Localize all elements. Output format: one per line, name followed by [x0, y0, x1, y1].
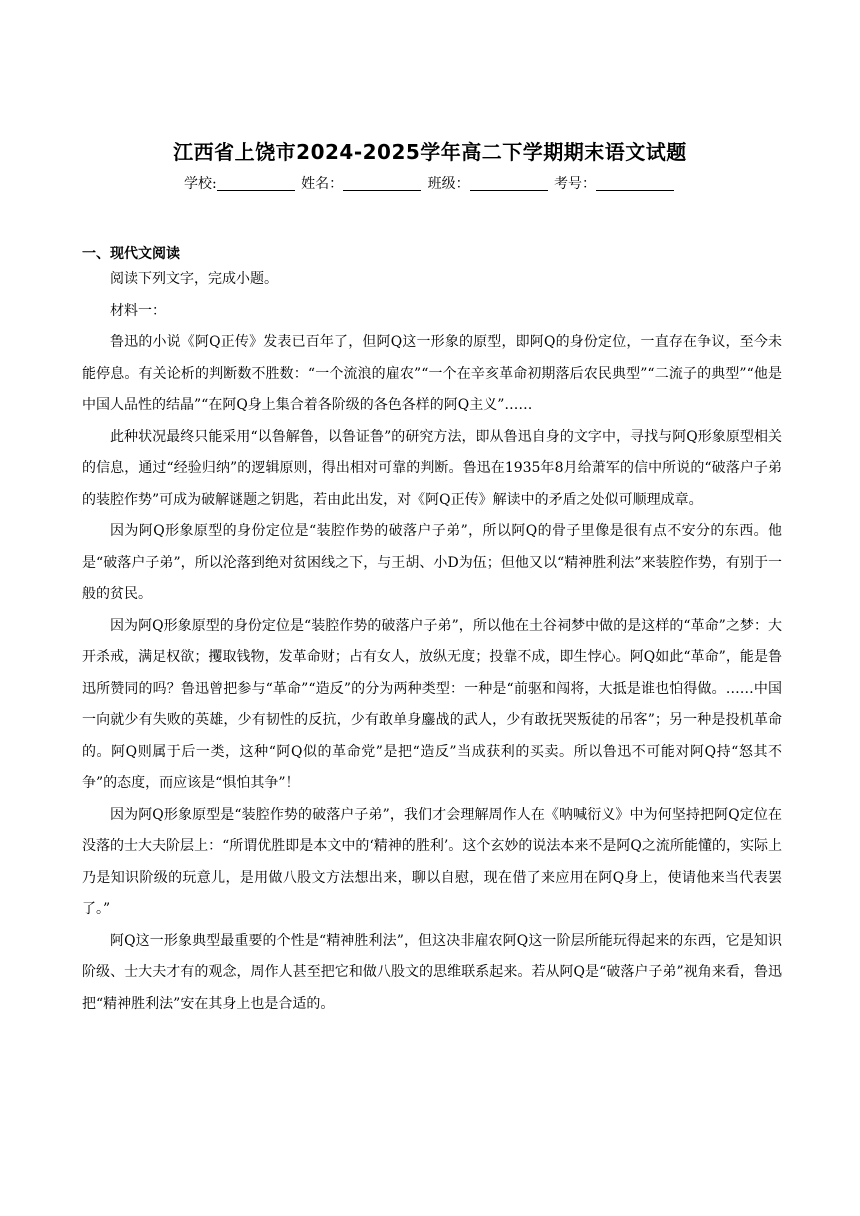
- class-blank: [470, 176, 548, 191]
- class-label: 班级：: [427, 176, 470, 192]
- exam-number-label: 考号：: [554, 176, 597, 192]
- name-blank: [343, 176, 421, 191]
- reading-passage: [82, 264, 782, 1020]
- exam-number-blank: [596, 176, 674, 191]
- page-title: 江西省上饶市2024-2025学年高二下学期期末语文试题: [173, 140, 687, 164]
- paragraph-1: 鲁迅的小说《阿Q正传》发表已百年了，但阿Q这一形象的原型，即阿Q的身份定位，一直存在争议，至今未能停息。有关论析的判断数不胜数：“一个流浪的雇农”“一个在辛亥革命初期落后农民典型”“二流子的典型”“他是中国人品性的结晶”“在阿Q身上集合着各阶级的各色各样的阿Q主义”……: [82, 334, 782, 413]
- school-blank: [217, 176, 295, 191]
- paragraph-3: 因为阿Q形象原型的身份定位是“装腔作势的破落户子弟”，所以阿Q的骨子里像是很有点不安分的东西。他是“破落户子弟”，所以沦落到绝对贫困线之下，与王胡、小D为伍；但他又以“精神胜利法”来装腔作势，有别于一般的贫民。: [82, 523, 782, 602]
- paragraph-4: 因为阿Q形象原型的身份定位是“装腔作势的破落户子弟”，所以他在土谷祠梦中做的是这样的“革命”之梦：大开杀戒，满足权欲；攫取钱物，发革命财；占有女人，放纵无度；投靠不成，即生悖心。阿Q如此“革命”，能是鲁迅所赞同的吗？鲁迅曾把参与“革命”“造反”的分为两种类型：一种是“前驱和闯将，大抵是谁也怕得做。……中国一向就少有失败的英雄，少有韧性的反抗，少有敢单身鏖战的武人，少有敢抚哭叛徒的吊客”；另一种是投机革命的。阿Q则属于后一类，这种“阿Q似的革命党”是把“造反”当成获利的买卖。所以鲁迅不可能对阿Q持“怒其不争”的态度，而应该是“惧怕其争”！: [82, 617, 782, 791]
- paragraph-6: 阿Q这一形象典型最重要的个性是“精神胜利法”，但这决非雇农阿Q这一阶层所能玩得起来的东西，它是知识阶级、士大夫才有的观念，周作人甚至把它和做八股文的思维联系起来。若从阿Q是“破落户子弟”视角来看，鲁迅把“精神胜利法”安在其身上也是合适的。: [82, 932, 782, 1012]
- paragraph-5: 因为阿Q形象原型是“装腔作势的破落户子弟”，我们才会理解周作人在《呐喊衍义》中为何坚持把阿Q定位在没落的士大夫阶层上：“所谓优胜即是本文中的‘精神的胜利’。这个玄妙的说法本来不是阿Q之流所能懂的，实际上乃是知识阶级的玩意儿，是用做八股文方法想出来，聊以自慰，现在借了来应用在阿Q身上，使请他来当代表罢了。”: [82, 806, 782, 917]
- instruction-text: 阅读下列文字，完成小题。: [110, 271, 278, 287]
- school-label: 学校:: [183, 176, 217, 192]
- name-label: 姓名：: [301, 176, 344, 192]
- paragraph-2: 此种状况最终只能采用“以鲁解鲁，以鲁证鲁”的研究方法，即从鲁迅自身的文字中，寻找与阿Q形象原型相关的信息，通过“经验归纳”的逻辑原则，得出相对可靠的判断。鲁迅在1935年8月给萧军的信中所说的“破落户子弟的装腔作势”可成为破解谜题之钥匙，若由此出发，对《阿Q正传》解读中的矛盾之处似可顺理成章。: [82, 428, 782, 508]
- student-info-line: [0, 174, 860, 194]
- section-heading: 一、现代文阅读: [82, 246, 180, 262]
- material-label: 材料一：: [110, 302, 166, 319]
